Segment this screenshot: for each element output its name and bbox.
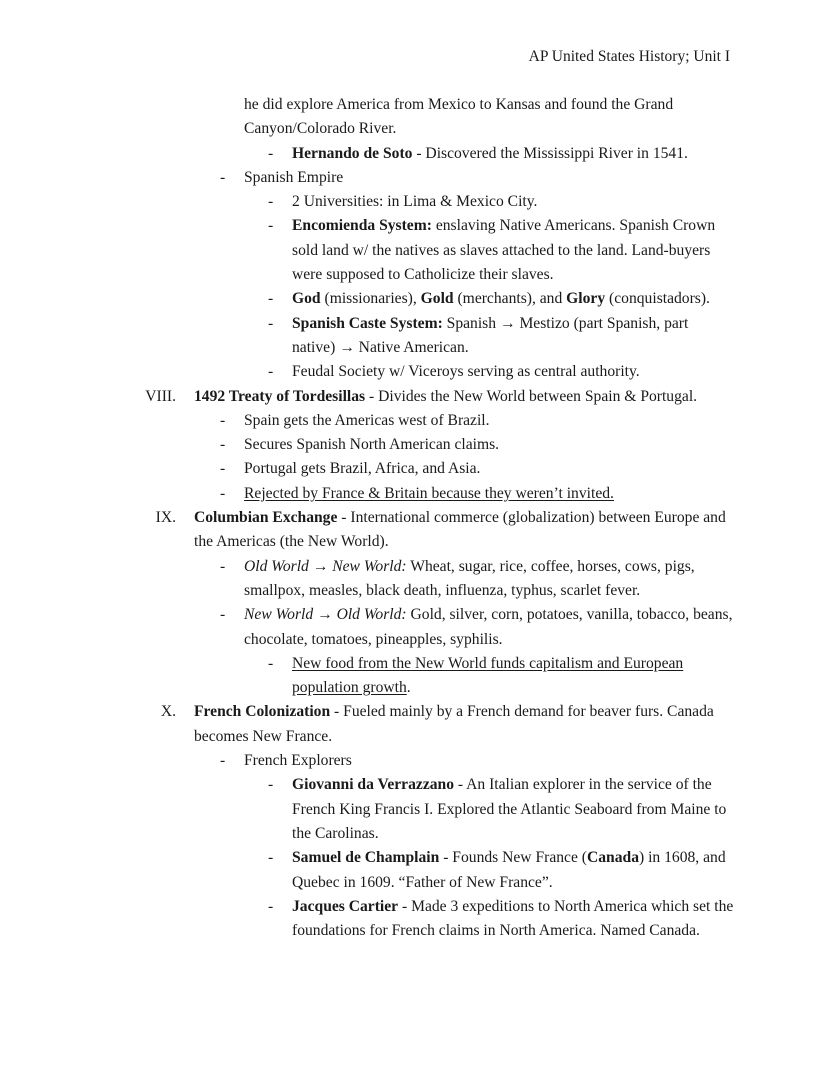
list-item-text [268, 287, 734, 311]
bullet-glyph-icon: - [268, 290, 274, 308]
list-item-text: Spain gets the Americas west of Brazil. [244, 411, 490, 429]
document-body [98, 93, 734, 943]
label-old-to-new: Old World → New World: [244, 557, 407, 575]
bullet-glyph-icon: - [268, 144, 274, 162]
term-hernando-description: - Discovered the Mississippi River in 1541. [412, 144, 688, 162]
list-item-text: 2 Universities: in Lima & Mexico City. [292, 193, 538, 211]
roman-numeral-ix: IX. [155, 509, 176, 527]
text-missionaries: (missionaries), [320, 290, 421, 308]
list-item-spanish-caste-system [98, 312, 734, 361]
bullet-glyph-icon: - [220, 436, 226, 454]
list-item-text [268, 652, 734, 701]
list-item-new-world-to-old-world [98, 603, 734, 652]
term-encomienda-description: enslaving Native Americans. Spanish Crown sold land w/ the natives as slaves attached to the land. Land-buyers were supposed to Catholicize their slaves. [292, 217, 716, 284]
section-title-columbian-exchange: Columbian Exchange [194, 509, 338, 527]
section-title-description: - International commerce (globalization) between Europe and the Americas (the New World). [194, 509, 726, 551]
list-item-text: Feudal Society w/ Viceroys serving as central authority. [292, 363, 640, 381]
term-caste-description: Spanish → Mestizo (part Spanish, part native) → Native American. [292, 314, 689, 356]
list-item-giovanni-da-verrazzano [98, 773, 734, 846]
bullet-glyph-icon: - [268, 897, 274, 915]
continuation-line-2: Canyon/Colorado River. [244, 120, 397, 138]
list-item-hernando-de-soto [98, 142, 734, 166]
list-item-old-world-to-new-world [98, 555, 734, 604]
term-gold: Gold [420, 290, 454, 308]
term-canada: Canada [587, 849, 639, 867]
term-spanish-caste-system: Spanish Caste System: [292, 314, 443, 332]
section-title-description: - Divides the New World between Spain & Portugal. [365, 387, 698, 405]
list-item-universities [98, 190, 734, 214]
section-title-french-colonization: French Colonization [194, 703, 331, 721]
bullet-glyph-icon: - [220, 752, 226, 770]
continuation-paragraph [98, 93, 734, 142]
list-item-spanish-empire [98, 166, 734, 190]
text-merchants: (merchants), and [453, 290, 567, 308]
underlined-note: New food from the New World funds capitalism and European population growth [292, 654, 684, 697]
term-glory: Glory [566, 290, 606, 308]
list-item-samuel-de-champlain [98, 846, 734, 895]
list-item-encomienda-system [98, 214, 734, 287]
section-heading-x [98, 700, 734, 749]
term-hernando-de-soto: Hernando de Soto [292, 144, 413, 162]
list-item-text: Spanish Empire [244, 168, 344, 186]
list-item-text [220, 603, 734, 652]
list-item-text: Secures Spanish North American claims. [244, 436, 500, 454]
bullet-glyph-icon: - [268, 217, 274, 235]
term-encomienda-system: Encomienda System: [292, 217, 432, 235]
header-text: AP United States History; Unit I [528, 48, 730, 65]
roman-numeral-x: X. [160, 703, 176, 721]
list-item-spain-americas [98, 409, 734, 433]
list-item-text [268, 214, 734, 287]
section-title-description: - Fueled mainly by a French demand for beaver furs. Canada becomes New France. [194, 703, 714, 745]
list-item-feudal-society [98, 360, 734, 384]
section-heading-viii [98, 385, 734, 409]
term-jacques-cartier: Jacques Cartier [292, 897, 399, 915]
bullet-glyph-icon: - [220, 168, 226, 186]
term-giovanni-da-verrazzano: Giovanni da Verrazzano [292, 776, 455, 794]
list-item-god-gold-glory [98, 287, 734, 311]
list-item-spanish-claims [98, 433, 734, 457]
list-item-text: French Explorers [244, 752, 352, 770]
bullet-glyph-icon: - [268, 654, 274, 672]
list-item-text [220, 555, 734, 604]
list-item-text: Rejected by France & Britain because they weren’t invited. [244, 484, 614, 502]
list-item-text [268, 846, 734, 895]
text-conquistadors: (conquistadors). [605, 290, 710, 308]
section-heading-ix [98, 506, 734, 555]
list-item-rejected-france-britain [98, 482, 734, 506]
old-to-new-items: Wheat, sugar, rice, coffee, horses, cows, pigs, smallpox, measles, black death, influenza, typhus, scarlet fever. [244, 557, 695, 599]
list-item-new-food-capitalism [98, 652, 734, 701]
list-item-french-explorers [98, 749, 734, 773]
bullet-glyph-icon: - [220, 484, 226, 502]
bullet-glyph-icon: - [268, 314, 274, 332]
term-verrazzano-description: - An Italian explorer in the service of the French King Francis I. Explored the Atlantic Seaboard from Maine to the Carolinas. [292, 776, 727, 842]
roman-numeral-viii: VIII. [145, 387, 176, 405]
bullet-glyph-icon: - [268, 363, 274, 381]
list-item-text [268, 142, 734, 166]
continuation-line-1: he did explore America from Mexico to Kansas and found the Grand [244, 96, 674, 113]
bullet-glyph-icon: - [268, 193, 274, 211]
champlain-text-2: ) in 1608, and Quebec in 1609. “Father of New France”. [292, 849, 726, 891]
page-header [98, 48, 730, 67]
bullet-glyph-icon: - [220, 606, 226, 624]
section-title-tordesillas: 1492 Treaty of Tordesillas [194, 387, 366, 405]
list-item-portugal-brazil [98, 457, 734, 481]
list-item-text: Portugal gets Brazil, Africa, and Asia. [244, 460, 481, 478]
trailing-period: . [406, 679, 411, 697]
term-god: God [292, 290, 321, 308]
new-to-old-items: Gold, silver, corn, potatoes, vanilla, tobacco, beans, chocolate, tomatoes, pineapples, syphilis. [244, 606, 733, 648]
label-new-to-old: New World → Old World: [244, 606, 407, 624]
list-item-text [268, 312, 734, 361]
bullet-glyph-icon: - [268, 776, 274, 794]
term-cartier-description: - Made 3 expeditions to North America which set the foundations for French claims in North America. Named Canada. [292, 897, 734, 940]
list-item-jacques-cartier [98, 895, 734, 944]
bullet-glyph-icon: - [220, 557, 226, 575]
bullet-glyph-icon: - [220, 460, 226, 478]
list-item-text [268, 895, 734, 944]
bullet-glyph-icon: - [268, 849, 274, 867]
term-samuel-de-champlain: Samuel de Champlain [292, 849, 440, 867]
bullet-glyph-icon: - [220, 411, 226, 429]
champlain-text-1: - Founds New France ( [439, 849, 587, 867]
list-item-text [268, 773, 734, 846]
